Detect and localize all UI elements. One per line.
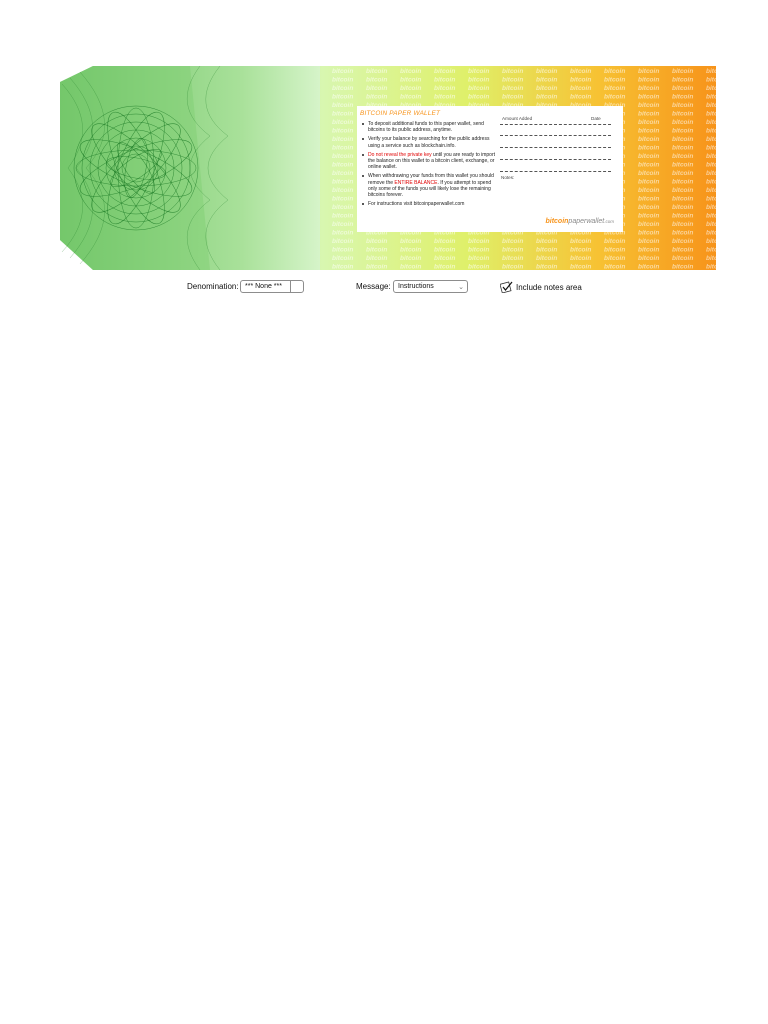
- log-line: [500, 159, 611, 160]
- checkmark-icon[interactable]: [500, 281, 513, 293]
- paper-wallet-back: [60, 66, 716, 270]
- wallet-options-bar: [0, 278, 768, 298]
- dropdown-button[interactable]: [290, 281, 303, 292]
- list-item: Do not reveal the private key until you are ready to import the balance on this wallet to a bitcoin client, exchange, or online wallet.: [361, 152, 497, 171]
- wallet-title: BITCOIN PAPER WALLET: [360, 110, 441, 117]
- message-label: Message:: [356, 282, 391, 291]
- instructions-panel: [357, 106, 623, 232]
- list-item: When withdrawing your funds from this wallet you should remove the ENTIRE BALANCE. If you attempt to spend only some of the funds you will likely lose the remaining bitcoins forever.: [361, 173, 497, 198]
- log-line: [500, 147, 611, 148]
- list-item: To deposit additional funds to this paper wallet, send bitcoins to its public address, anytime.: [361, 121, 497, 133]
- amount-added-header: Amount Added: [502, 116, 533, 121]
- chevron-down-icon: ⌄: [458, 284, 464, 291]
- instructions-list: [361, 121, 497, 210]
- log-line: [500, 124, 611, 125]
- notes-label: Notes:: [501, 175, 515, 180]
- list-item: For instructions visit bitcoinpaperwallet.com: [361, 201, 497, 207]
- denomination-select[interactable]: *** None ***: [240, 280, 304, 293]
- warning-text: ENTIRE BALANCE: [394, 179, 438, 186]
- include-notes-label: Include notes area: [516, 283, 582, 292]
- log-line: [500, 171, 611, 172]
- brand-logo: bitcoinpaperwallet.com: [545, 218, 614, 225]
- warning-text: Do not reveal the private key: [368, 151, 432, 158]
- denomination-label: Denomination:: [187, 282, 239, 291]
- message-select[interactable]: Instructions ⌄: [393, 280, 468, 293]
- list-item: Verify your balance by searching for the public address using a service such as blockchain.info.: [361, 136, 497, 148]
- log-line: [500, 135, 611, 136]
- date-header: Date: [591, 116, 601, 121]
